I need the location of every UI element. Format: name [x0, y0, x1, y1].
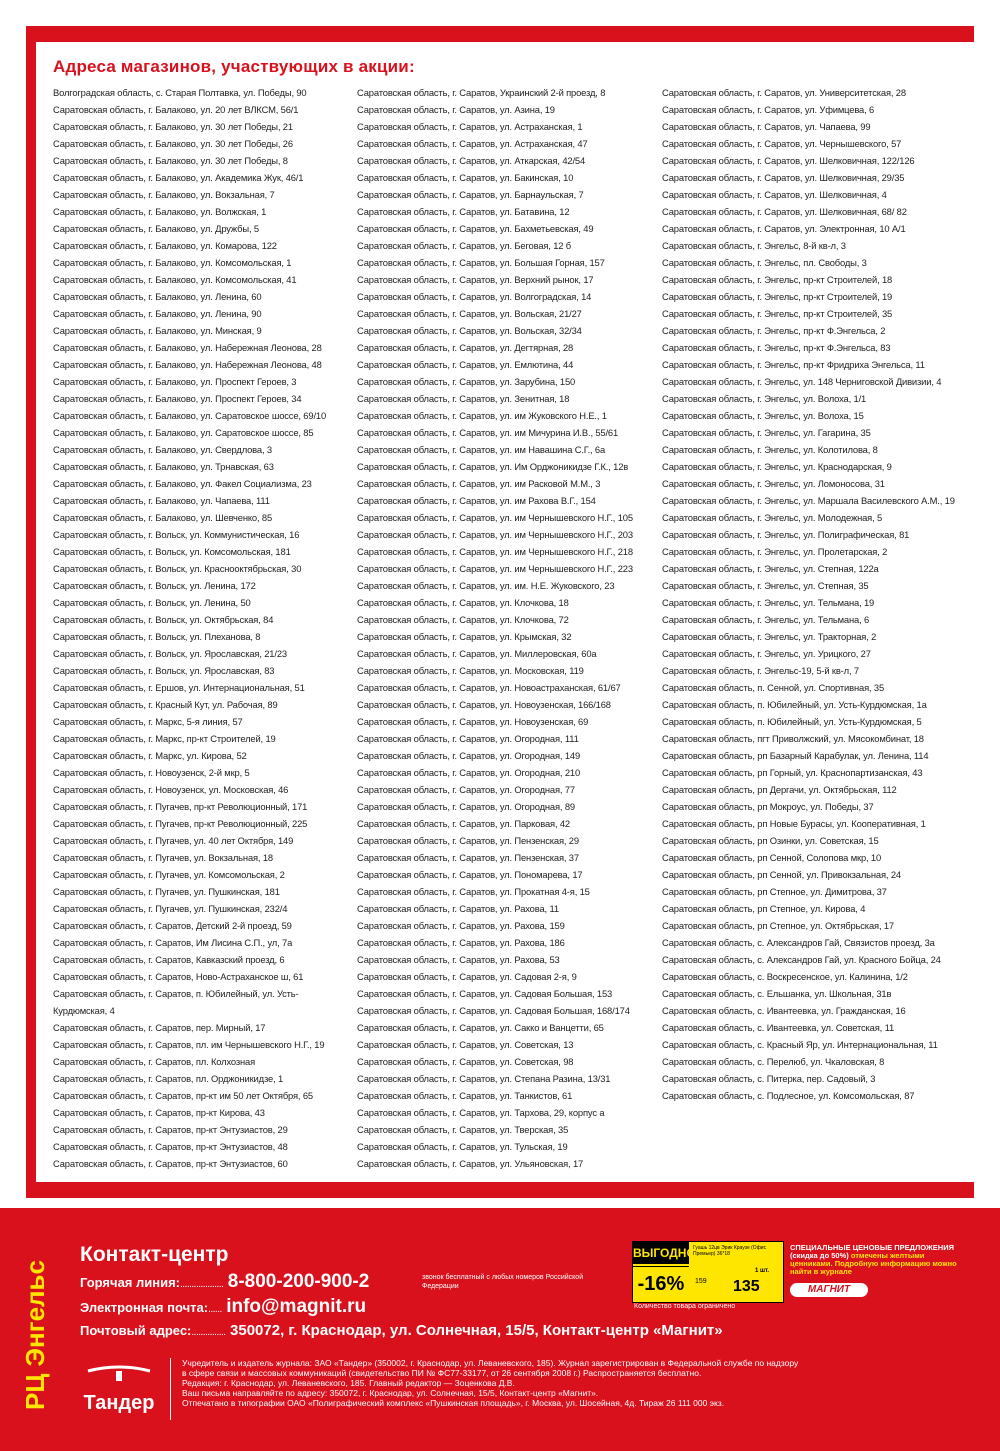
address-item: Саратовская область, рп Степное, ул. Димитрова, 37: [662, 886, 887, 897]
address-item: Саратовская область, г. Вольск, ул. Ленина, 172: [53, 580, 256, 591]
address-item: Саратовская область, г. Саратов, ул. Прокатная 4-я, 15: [357, 886, 590, 897]
address-item: Саратовская область, г. Саратов, ул. Крымская, 32: [357, 631, 572, 642]
promo-limit-note: Количество товара ограничено: [634, 1303, 736, 1310]
address-item: Саратовская область, г. Саратов, ул. Огородная, 111: [357, 733, 579, 744]
address-item: Саратовская область, г. Саратов, ул. им Чернышевского Н.Г., 203: [357, 529, 633, 540]
address-item: Саратовская область, пгт Приволжский, ул. Мясокомбинат, 18: [662, 733, 924, 744]
address-item: Саратовская область, г. Саратов, ул. Ульяновская, 17: [357, 1158, 584, 1169]
address-item: Саратовская область, г. Вольск, ул. Ярославская, 21/23: [53, 648, 287, 659]
address-item: Саратовская область, г. Саратов, ул. Степана Разина, 13/31: [357, 1073, 611, 1084]
address-item: Саратовская область, г. Саратов, пр-кт Энтузиастов, 29: [53, 1124, 288, 1135]
address-item: Саратовская область, г. Саратов, ул. Батавина, 12: [357, 206, 570, 217]
address-item: Саратовская область, г. Балаково, ул. Трнавская, 63: [53, 461, 274, 472]
address-item: Саратовская область, г. Вольск, ул. Комсомольская, 181: [53, 546, 291, 557]
address-item: Саратовская область, г. Саратов, ул. Танкистов, 61: [357, 1090, 573, 1101]
address-item: Саратовская область, г. Саратов, ул. Тверская, 35: [357, 1124, 569, 1135]
address-item: Саратовская область, рп Сенной, Солопова мкр, 10: [662, 852, 882, 863]
address-item: Саратовская область, г. Саратов, ул. Миллеровская, 60а: [357, 648, 597, 659]
address-item: Саратовская область, г. Балаково, ул. Комарова, 122: [53, 240, 277, 251]
address-item: Курдюмская, 4: [53, 1005, 115, 1016]
address-item: Саратовская область, с. Красный Яр, ул. Интернациональная, 11: [662, 1039, 938, 1050]
address-item: Саратовская область, г. Саратов, ул. Бакинская, 10: [357, 172, 574, 183]
address-item: Саратовская область, с. Александров Гай, Связистов проезд, 3а: [662, 937, 935, 948]
address-item: Саратовская область, г. Красный Кут, ул. Рабочая, 89: [53, 699, 278, 710]
address-item: Саратовская область, г. Вольск, ул. Ленина, 50: [53, 597, 251, 608]
address-item: Саратовская область, г. Балаково, ул. Шевченко, 85: [53, 512, 273, 523]
promo-badge: ВЫГОДНО: [633, 1242, 689, 1264]
address-item: Саратовская область, г. Балаково, ул. Набережная Леонова, 28: [53, 342, 322, 353]
address-item: Саратовская область, г. Саратов, ул. Вольская, 21/27: [357, 308, 582, 319]
address-item: Саратовская область, г. Саратов, ул. им Жуковского Н.Е., 1: [357, 410, 607, 421]
address-item: Саратовская область, г. Балаково, ул. Факел Социализма, 23: [53, 478, 312, 489]
legal-line: Ваш письма направляйте по адресу: 350072, г. Краснодар, ул. Солнечная, 15/5, Контакт-центр «Магнит».: [182, 1388, 599, 1398]
address-item: Саратовская область, г. Саратов, ул. Шелковичная, 4: [662, 189, 887, 200]
address-item: Саратовская область, г. Саратов, ул. Советская, 13: [357, 1039, 574, 1050]
postal-dots: ...............: [191, 1327, 226, 1338]
hotline-row: [80, 1271, 369, 1293]
postal-label: Почтовый адрес:: [80, 1323, 192, 1338]
address-item: Саратовская область, рп Базарный Карабулак, ул. Ленина, 114: [662, 750, 929, 761]
address-item: Саратовская область, г. Саратов, пр-кт Энтузиастов, 60: [53, 1158, 288, 1169]
address-item: Саратовская область, г. Энгельс, ул. 148 Черниговской Дивизии, 4: [662, 376, 942, 387]
address-item: Саратовская область, п. Юбилейный, ул. Усть-Курдюмская, 1а: [662, 699, 927, 710]
address-item: Саратовская область, г. Саратов, ул. Шелковичная, 68/ 82: [662, 206, 907, 217]
address-item: Саратовская область, г. Маркс, ул. Кирова, 52: [53, 750, 247, 761]
address-item: Саратовская область, г. Пугачев, пр-кт Революционный, 225: [53, 818, 308, 829]
address-item: Саратовская область, г. Энгельс, ул. Степная, 122а: [662, 563, 879, 574]
address-item: Саратовская область, г. Энгельс, ул. Маршала Василевского А.М., 19: [662, 495, 955, 506]
address-item: Саратовская область, г. Балаково, ул. 30 лет Победы, 8: [53, 155, 288, 166]
address-item: Саратовская область, г. Саратов, пл. им Чернышевского Н.Г., 19: [53, 1039, 325, 1050]
footer-divider: [170, 1358, 171, 1420]
address-item: Саратовская область, г. Маркс, пр-кт Строителей, 19: [53, 733, 276, 744]
special-discount: (скидка до 50%): [790, 1251, 849, 1260]
address-item: Саратовская область, г. Энгельс, ул. Гагарина, 35: [662, 427, 871, 438]
tander-logo-text: Тандер: [83, 1392, 155, 1414]
email-label: Электронная почта:: [80, 1300, 209, 1315]
email-link[interactable]: info@magnit.ru: [226, 1296, 367, 1317]
address-item: Саратовская область, г. Саратов, ул. Университетская, 28: [662, 87, 906, 98]
legal-line: в сфере связи и массовых коммуникаций (свидетельство ПИ № ФС77-33177, от 26 сентября 2008 г.) Распространяется бесплатно.: [182, 1368, 702, 1378]
address-item: Саратовская область, г. Саратов, ул. Тархова, 29, корпус а: [357, 1107, 605, 1118]
address-item: Саратовская область, г. Саратов, ул. Зарубина, 150: [357, 376, 576, 387]
address-item: Саратовская область, г. Балаково, ул. Проспект Героев, 3: [53, 376, 297, 387]
address-item: Саратовская область, г. Саратов, Украинский 2-й проезд, 8: [357, 87, 606, 98]
address-item: Саратовская область, г. Саратов, ул. Астраханская, 1: [357, 121, 583, 132]
address-item: Саратовская область, г. Новоузенск, 2-й мкр, 5: [53, 767, 250, 778]
address-item: Саратовская область, г. Маркс, 5-я линия, 57: [53, 716, 243, 727]
address-item: Саратовская область, г. Саратов, ул. Новоузенская, 69: [357, 716, 589, 727]
address-item: Саратовская область, г. Саратов, ул. им Мичурина И.В., 55/61: [357, 427, 619, 438]
address-item: Саратовская область, г. Энгельс-19, 5-й кв-л, 7: [662, 665, 859, 676]
address-item: Саратовская область, рп Мокроус, ул. Победы, 37: [662, 801, 874, 812]
address-item: Саратовская область, г. Саратов, ул. Огородная, 77: [357, 784, 575, 795]
address-item: Саратовская область, г. Саратов, ул. Рахова, 53: [357, 954, 560, 965]
address-item: Саратовская область, г. Энгельс, пр-кт Ф.Энгельса, 83: [662, 342, 891, 353]
address-item: Саратовская область, г. Новоузенск, ул. Московская, 46: [53, 784, 289, 795]
address-item: Саратовская область, г. Саратов, ул. им Навашина С.Г., 6а: [357, 444, 606, 455]
address-item: Саратовская область, г. Энгельс, ул. Тельмана, 6: [662, 614, 870, 625]
address-item: Саратовская область, г. Балаково, ул. Комсомольская, 1: [53, 257, 292, 268]
address-item: Саратовская область, г. Саратов, ул. Бахметьевская, 49: [357, 223, 594, 234]
special-title: СПЕЦИАЛЬНЫЕ ЦЕНОВЫЕ ПРЕДЛОЖЕНИЯ: [790, 1243, 954, 1252]
address-item: Саратовская область, с. Перелюб, ул. Чкаловская, 8: [662, 1056, 885, 1067]
promo-old-price: 159: [695, 1278, 707, 1285]
address-item: Саратовская область, г. Вольск, ул. Плеханова, 8: [53, 631, 261, 642]
hotline-dots: ...................: [180, 1279, 224, 1290]
address-item: Саратовская область, г. Саратов, ул. Пензенская, 37: [357, 852, 579, 863]
address-item: Саратовская область, г. Балаково, ул. Дружбы, 5: [53, 223, 259, 234]
rc-label-text: РЦ Энгельс: [20, 1260, 50, 1411]
address-item: Саратовская область, г. Саратов, ул. Электронная, 10 А/1: [662, 223, 906, 234]
magnit-logo: МАГНИТ: [790, 1283, 868, 1297]
address-item: Саратовская область, с. Ивантеевка, ул. Гражданская, 16: [662, 1005, 906, 1016]
address-item: Саратовская область, г. Саратов, ул. Шелковичная, 122/126: [662, 155, 915, 166]
address-item: Саратовская область, г. Саратов, п. Юбилейный, ул. Усть-: [53, 988, 299, 999]
hotline-label: Горячая линия:: [80, 1275, 181, 1290]
address-item: Саратовская область, с. Подлесное, ул. Комсомольская, 87: [662, 1090, 915, 1101]
address-item: Саратовская область, г. Саратов, ул. Чернышевского, 57: [662, 138, 902, 149]
promo-new-price: 135: [733, 1278, 760, 1295]
address-item: Саратовская область, г. Саратов, пл. Орджоникидзе, 1: [53, 1073, 284, 1084]
promo-price-tag: [632, 1241, 784, 1303]
address-item: Саратовская область, г. Саратов, ул. Беговая, 12 б: [357, 240, 572, 251]
address-item: Саратовская область, г. Вольск, ул. Краснооктябрьская, 30: [53, 563, 302, 574]
address-item: Саратовская область, г. Энгельс, ул. Молодежная, 5: [662, 512, 883, 523]
address-item: Саратовская область, г. Энгельс, ул. Колотилова, 8: [662, 444, 878, 455]
address-item: Саратовская область, г. Балаково, ул. Ленина, 90: [53, 308, 262, 319]
address-item: Саратовская область, г. Саратов, ул. Сакко и Ванцетти, 65: [357, 1022, 604, 1033]
address-item: Саратовская область, г. Саратов, Им Лисина С.П., ул, 7а: [53, 937, 293, 948]
address-item: Саратовская область, г. Пугачев, ул. 40 лет Октября, 149: [53, 835, 294, 846]
address-item: Саратовская область, рп Горный, ул. Краснопартизанская, 43: [662, 767, 923, 778]
address-item: Саратовская область, г. Саратов, ул. Большая Горная, 157: [357, 257, 605, 268]
address-item: Саратовская область, г. Балаково, ул. Комсомольская, 41: [53, 274, 297, 285]
address-item: Саратовская область, г. Энгельс, пр-кт Строителей, 35: [662, 308, 893, 319]
address-item: Саратовская область, г. Энгельс, 8-й кв-л, 3: [662, 240, 846, 251]
legal-info: [182, 1358, 962, 1408]
address-item: Саратовская область, г. Саратов, ул. Парковая, 42: [357, 818, 570, 829]
address-item: Саратовская область, с. Питерка, пер. Садовый, 3: [662, 1073, 876, 1084]
address-column-1: [53, 84, 353, 1172]
address-item: Саратовская область, г. Энгельс, пр-кт Ф.Энгельса, 2: [662, 325, 886, 336]
address-item: Саратовская область, с. Ивантеевка, ул. Советская, 11: [662, 1022, 895, 1033]
address-item: Саратовская область, г. Энгельс, пр-кт Фридриха Энгельса, 11: [662, 359, 925, 370]
address-item: Саратовская область, г. Саратов, ул. Астраханская, 47: [357, 138, 588, 149]
address-item: Саратовская область, г. Энгельс, ул. Ломоносова, 31: [662, 478, 885, 489]
address-item: Саратовская область, с. Ельшанка, ул. Школьная, 31в: [662, 988, 892, 999]
address-item: Саратовская область, г. Энгельс, пр-кт Строителей, 19: [662, 291, 893, 302]
page-title: Адреса магазинов, участвующих в акции:: [53, 57, 415, 76]
address-item: Саратовская область, п. Юбилейный, ул. Усть-Курдюмская, 5: [662, 716, 922, 727]
address-item: Саратовская область, г. Саратов, ул. Новоузенская, 166/168: [357, 699, 611, 710]
address-item: Саратовская область, г. Саратов, ул. Пензенская, 29: [357, 835, 579, 846]
postal-address: 350072, г. Краснодар, ул. Солнечная, 15/5, Контакт-центр «Магнит»: [230, 1322, 723, 1339]
address-item: Саратовская область, г. Энгельс, ул. Пролетарская, 2: [662, 546, 888, 557]
address-item: Саратовская область, г. Саратов, ул. им. Н.Е. Жуковского, 23: [357, 580, 615, 591]
address-item: Саратовская область, г. Пугачев, ул. Комсомольская, 2: [53, 869, 285, 880]
address-column-3: [662, 84, 962, 1104]
address-item: Саратовская область, с. Воскресенское, ул. Калинина, 1/2: [662, 971, 908, 982]
address-item: Саратовская область, г. Саратов, ул. Садовая Большая, 153: [357, 988, 613, 999]
address-item: Саратовская область, г. Балаково, ул. Саратовское шоссе, 85: [53, 427, 314, 438]
address-item: Саратовская область, г. Саратов, ул. Садовая 2-я, 9: [357, 971, 577, 982]
address-item: Саратовская область, г. Саратов, Детский 2-й проезд, 59: [53, 920, 292, 931]
address-item: Саратовская область, г. Балаково, ул. Проспект Героев, 34: [53, 393, 302, 404]
address-item: Саратовская область, г. Саратов, ул. Пономарева, 17: [357, 869, 583, 880]
address-item: Саратовская область, г. Саратов, ул. Волгоградская, 14: [357, 291, 592, 302]
email-dots: ......: [208, 1304, 222, 1315]
legal-line: Учредитель и издатель журнала: ЗАО «Тандер» (350002, г. Краснодар, ул. Леваневского, 185). Журнал зарегистрирован в Федеральной службе по надзору: [182, 1358, 799, 1368]
address-item: Саратовская область, г. Саратов, ул. Уфимцева, 6: [662, 104, 875, 115]
address-item: Саратовская область, г. Саратов, Кавказский проезд, 6: [53, 954, 285, 965]
address-item: Саратовская область, г. Саратов, пл. Колхозная: [53, 1056, 256, 1067]
address-item: Саратовская область, г. Балаково, ул. Чапаева, 111: [53, 495, 270, 506]
address-item: Саратовская область, г. Балаково, ул. Волжская, 1: [53, 206, 267, 217]
address-item: Саратовская область, рп Сенной, ул. Привокзальная, 24: [662, 869, 901, 880]
address-item: Саратовская область, г. Саратов, ул. Клочкова, 72: [357, 614, 569, 625]
address-item: Саратовская область, рп Степное, ул. Октябрьская, 17: [662, 920, 894, 931]
address-item: Саратовская область, г. Саратов, ул. Рахова, 186: [357, 937, 565, 948]
address-item: Саратовская область, г. Пугачев, ул. Пушкинская, 181: [53, 886, 280, 897]
address-item: Саратовская область, г. Вольск, ул. Ярославская, 83: [53, 665, 275, 676]
address-item: Саратовская область, г. Пугачев, ул. Вокзальная, 18: [53, 852, 273, 863]
address-item: Саратовская область, г. Энгельс, ул. Краснодарская, 9: [662, 461, 892, 472]
address-column-2: [357, 84, 657, 1172]
address-item: Саратовская область, г. Саратов, ул. Зенитная, 18: [357, 393, 570, 404]
address-item: Саратовская область, рп Новые Бурасы, ул. Кооперативная, 1: [662, 818, 926, 829]
address-item: Саратовская область, г. Саратов, пр-кт Энтузиастов, 48: [53, 1141, 288, 1152]
address-item: Саратовская область, с. Александров Гай, ул. Красного Бойца, 24: [662, 954, 941, 965]
address-item: Саратовская область, г. Саратов, пер. Мирный, 17: [53, 1022, 266, 1033]
address-item: Саратовская область, г. Саратов, ул. Рахова, 11: [357, 903, 559, 914]
legal-line: Отпечатано в типографии ОАО «Полиграфический комплекс «Пушкинская площадь», г. Москва, ул. Шосейная, 4д. Тираж 26 111 000 экз.: [182, 1398, 725, 1408]
hotline-number[interactable]: 8-800-200-900-2: [227, 1271, 370, 1292]
address-item: Саратовская область, г. Саратов, ул. Советская, 98: [357, 1056, 574, 1067]
address-item: Саратовская область, г. Саратов, ул. Барнаульская, 7: [357, 189, 584, 200]
tander-logo-icon: [78, 1365, 160, 1419]
address-item: Саратовская область, г. Пугачев, пр-кт Революционный, 171: [53, 801, 308, 812]
address-item: Саратовская область, г. Балаково, ул. Свердлова, 3: [53, 444, 272, 455]
address-item: Саратовская область, г. Саратов, Ново-Астраханское ш, 61: [53, 971, 304, 982]
address-item: Саратовская область, г. Энгельс, ул. Полиграфическая, 81: [662, 529, 910, 540]
address-item: Саратовская область, г. Саратов, ул. Огородная, 149: [357, 750, 581, 761]
address-item: Саратовская область, г. Балаково, ул. 20 лет ВЛКСМ, 56/1: [53, 104, 299, 115]
address-item: Саратовская область, г. Саратов, пр-кт им 50 лет Октября, 65: [53, 1090, 313, 1101]
address-item: Саратовская область, рп Дергачи, ул. Октябрьская, 112: [662, 784, 897, 795]
address-item: Саратовская область, п. Сенной, ул. Спортивная, 35: [662, 682, 885, 693]
address-item: Саратовская область, г. Балаково, ул. Академика Жук, 46/1: [53, 172, 304, 183]
address-item: Саратовская область, г. Балаково, ул. Минская, 9: [53, 325, 262, 336]
address-item: Саратовская область, г. Саратов, ул. Шелковичная, 29/35: [662, 172, 905, 183]
address-item: Саратовская область, г. Вольск, ул. Октябрьская, 84: [53, 614, 274, 625]
address-item: Саратовская область, г. Саратов, ул. Огородная, 89: [357, 801, 575, 812]
address-item: Саратовская область, г. Саратов, ул. Верхний рынок, 17: [357, 274, 594, 285]
address-item: Саратовская область, г. Балаково, ул. Набережная Леонова, 48: [53, 359, 322, 370]
address-item: Саратовская область, г. Саратов, ул. Рахова, 159: [357, 920, 565, 931]
address-item: Саратовская область, г. Саратов, ул. Вольская, 32/34: [357, 325, 582, 336]
address-item: Саратовская область, г. Саратов, ул. Азина, 19: [357, 104, 555, 115]
address-item: Саратовская область, г. Саратов, ул. Московская, 119: [357, 665, 584, 676]
special-offers: [790, 1244, 960, 1276]
address-item: Саратовская область, г. Энгельс, ул. Волоха, 15: [662, 410, 864, 421]
contact-center-title: Контакт-центр: [80, 1243, 229, 1266]
address-item: Саратовская область, г. Энгельс, ул. Тельмана, 19: [662, 597, 875, 608]
address-item: Саратовская область, г. Ершов, ул. Интернациональная, 51: [53, 682, 305, 693]
address-item: Саратовская область, г. Саратов, ул. им Расковой М.М., 3: [357, 478, 601, 489]
address-item: Саратовская область, г. Энгельс, ул. Урицкого, 27: [662, 648, 871, 659]
address-item: Саратовская область, г. Вольск, ул. Коммунистическая, 16: [53, 529, 300, 540]
special-text: отмечены желтыми ценниками. Подробную информацию можно найти в журнале: [790, 1251, 957, 1276]
address-item: Саратовская область, г. Балаково, ул. Ленина, 60: [53, 291, 262, 302]
address-item: Саратовская область, г. Саратов, ул. им Чернышевского Н.Г., 223: [357, 563, 633, 574]
address-item: Саратовская область, г. Саратов, ул. Им Орджоникидзе Г.К., 12в: [357, 461, 629, 472]
address-item: Саратовская область, г. Энгельс, пл. Свободы, 3: [662, 257, 867, 268]
promo-product: Гуашь 12цв Эрик Краузе (Офис Премьер) 36*18: [693, 1245, 767, 1257]
address-item: Саратовская область, г. Энгельс, пр-кт Строителей, 18: [662, 274, 893, 285]
address-item: Саратовская область, г. Саратов, пр-кт Кирова, 43: [53, 1107, 265, 1118]
hotline-note: звонок бесплатный с любых номеров Российской Федерации: [422, 1274, 584, 1290]
address-item: Саратовская область, г. Саратов, ул. Чапаева, 99: [662, 121, 871, 132]
address-item: Саратовская область, г. Саратов, ул. им Чернышевского Н.Г., 105: [357, 512, 633, 523]
address-item: Саратовская область, г. Энгельс, ул. Тракторная, 2: [662, 631, 877, 642]
promo-discount: -16%: [633, 1266, 689, 1301]
postal-row: [80, 1322, 723, 1340]
legal-line: Редакция: г. Краснодар, ул. Леваневского, 185. Главный редактор — Зоценкова Д.В.: [182, 1378, 515, 1388]
address-item: Саратовская область, г. Саратов, ул. Аткарская, 42/54: [357, 155, 586, 166]
address-item: Саратовская область, г. Балаково, ул. Саратовское шоссе, 69/10: [53, 410, 327, 421]
address-item: Саратовская область, рп Степное, ул. Кирова, 4: [662, 903, 866, 914]
address-item: Саратовская область, г. Саратов, ул. Дегтярная, 28: [357, 342, 574, 353]
address-item: Саратовская область, г. Балаково, ул. Вокзальная, 7: [53, 189, 275, 200]
address-item: Волгоградская область, с. Старая Полтавка, ул. Победы, 90: [53, 87, 307, 98]
email-row: [80, 1296, 366, 1318]
address-item: Саратовская область, г. Саратов, ул. Садовая Большая, 168/174: [357, 1005, 630, 1016]
address-item: Саратовская область, рп Озинки, ул. Советская, 15: [662, 835, 879, 846]
address-item: Саратовская область, г. Энгельс, ул. Волоха, 1/1: [662, 393, 867, 404]
address-item: Саратовская область, г. Саратов, ул. Новоастраханская, 61/67: [357, 682, 621, 693]
rc-label: [20, 1245, 60, 1425]
address-item: Саратовская область, г. Саратов, ул. Емлютина, 44: [357, 359, 574, 370]
address-item: Саратовская область, г. Пугачев, ул. Пушкинская, 232/4: [53, 903, 288, 914]
address-item: Саратовская область, г. Саратов, ул. им Рахова В.Г., 154: [357, 495, 596, 506]
address-item: Саратовская область, г. Саратов, ул. Клочкова, 18: [357, 597, 569, 608]
promo-qty: 1 шт.: [755, 1268, 770, 1274]
address-item: Саратовская область, г. Саратов, ул. Тульская, 19: [357, 1141, 568, 1152]
address-item: Саратовская область, г. Саратов, ул. Огородная, 210: [357, 767, 581, 778]
address-item: Саратовская область, г. Саратов, ул. им Чернышевского Н.Г., 218: [357, 546, 633, 557]
address-item: Саратовская область, г. Энгельс, ул. Степная, 35: [662, 580, 869, 591]
address-item: Саратовская область, г. Балаково, ул. 30 лет Победы, 26: [53, 138, 293, 149]
address-item: Саратовская область, г. Балаково, ул. 30 лет Победы, 21: [53, 121, 293, 132]
